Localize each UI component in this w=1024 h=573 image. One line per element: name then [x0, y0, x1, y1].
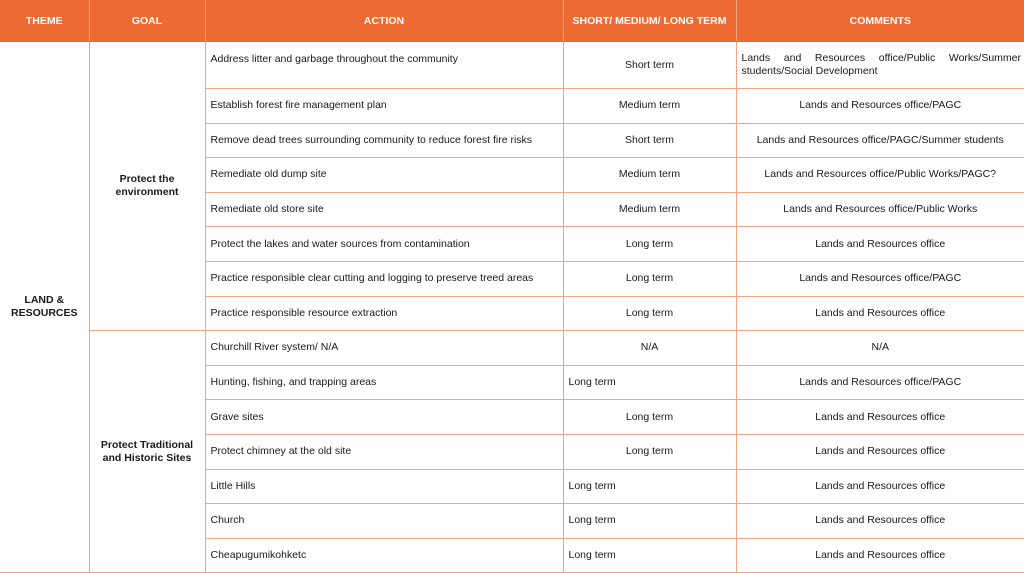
header-goal: GOAL: [89, 0, 205, 42]
action-cell: Protect the lakes and water sources from contamination: [205, 227, 563, 262]
action-cell: Address litter and garbage throughout the community: [205, 42, 563, 89]
comments-cell: Lands and Resources office: [736, 504, 1024, 539]
term-cell: Long term: [563, 469, 736, 504]
header-action: ACTION: [205, 0, 563, 42]
action-cell: Churchill River system/ N/A: [205, 331, 563, 366]
comments-cell: Lands and Resources office/PAGC/Summer students: [736, 123, 1024, 158]
comments-cell: Lands and Resources office/PAGC: [736, 261, 1024, 296]
goal-label: Protect Traditional and Historic Sites: [100, 438, 194, 464]
action-cell: Little Hills: [205, 469, 563, 504]
header-theme: THEME: [0, 0, 89, 42]
theme-label: LAND & RESOURCES: [10, 294, 78, 320]
term-cell: Long term: [563, 296, 736, 331]
comments-cell: Lands and Resources office/PAGC: [736, 365, 1024, 400]
comments-cell: Lands and Resources office/Public Works: [736, 192, 1024, 227]
term-cell: Short term: [563, 123, 736, 158]
term-cell: Long term: [563, 434, 736, 469]
table-row: [0, 331, 1024, 366]
term-cell: Long term: [563, 261, 736, 296]
comments-cell: Lands and Resources office/Public Works/Summer students/Social Development: [736, 42, 1024, 89]
header-comments: COMMENTS: [736, 0, 1024, 42]
action-cell: Grave sites: [205, 400, 563, 435]
comments-cell: Lands and Resources office: [736, 400, 1024, 435]
comments-cell: Lands and Resources office: [736, 469, 1024, 504]
action-cell: Cheapugumikohketc: [205, 538, 563, 573]
action-cell: Practice responsible resource extraction: [205, 296, 563, 331]
action-cell: Remediate old store site: [205, 192, 563, 227]
comments-cell: Lands and Resources office/PAGC: [736, 89, 1024, 124]
header-row: [0, 0, 1024, 42]
comments-cell: Lands and Resources office: [736, 296, 1024, 331]
term-cell: Long term: [563, 365, 736, 400]
action-cell: Remediate old dump site: [205, 158, 563, 193]
comments-cell: Lands and Resources office/Public Works/PAGC?: [736, 158, 1024, 193]
comments-cell: Lands and Resources office: [736, 538, 1024, 573]
term-cell: N/A: [563, 331, 736, 366]
table-row: [0, 42, 1024, 89]
term-cell: Long term: [563, 538, 736, 573]
action-cell: Practice responsible clear cutting and logging to preserve treed areas: [205, 261, 563, 296]
action-cell: Hunting, fishing, and trapping areas: [205, 365, 563, 400]
theme-cell: [0, 42, 89, 573]
term-cell: Medium term: [563, 89, 736, 124]
goal-cell: [89, 42, 205, 331]
goal-cell: [89, 331, 205, 573]
comments-cell: N/A: [736, 331, 1024, 366]
header-term: SHORT/ MEDIUM/ LONG TERM: [563, 0, 736, 42]
action-cell: Protect chimney at the old site: [205, 434, 563, 469]
action-cell: Establish forest fire management plan: [205, 89, 563, 124]
term-cell: Long term: [563, 227, 736, 262]
term-cell: Medium term: [563, 192, 736, 227]
comments-cell: Lands and Resources office: [736, 227, 1024, 262]
term-cell: Long term: [563, 400, 736, 435]
term-cell: Short term: [563, 42, 736, 89]
action-cell: Church: [205, 504, 563, 539]
comments-cell: Lands and Resources office: [736, 434, 1024, 469]
action-cell: Remove dead trees surrounding community to reduce forest fire risks: [205, 123, 563, 158]
term-cell: Long term: [563, 504, 736, 539]
goal-label: Protect the environment: [115, 173, 179, 199]
term-cell: Medium term: [563, 158, 736, 193]
